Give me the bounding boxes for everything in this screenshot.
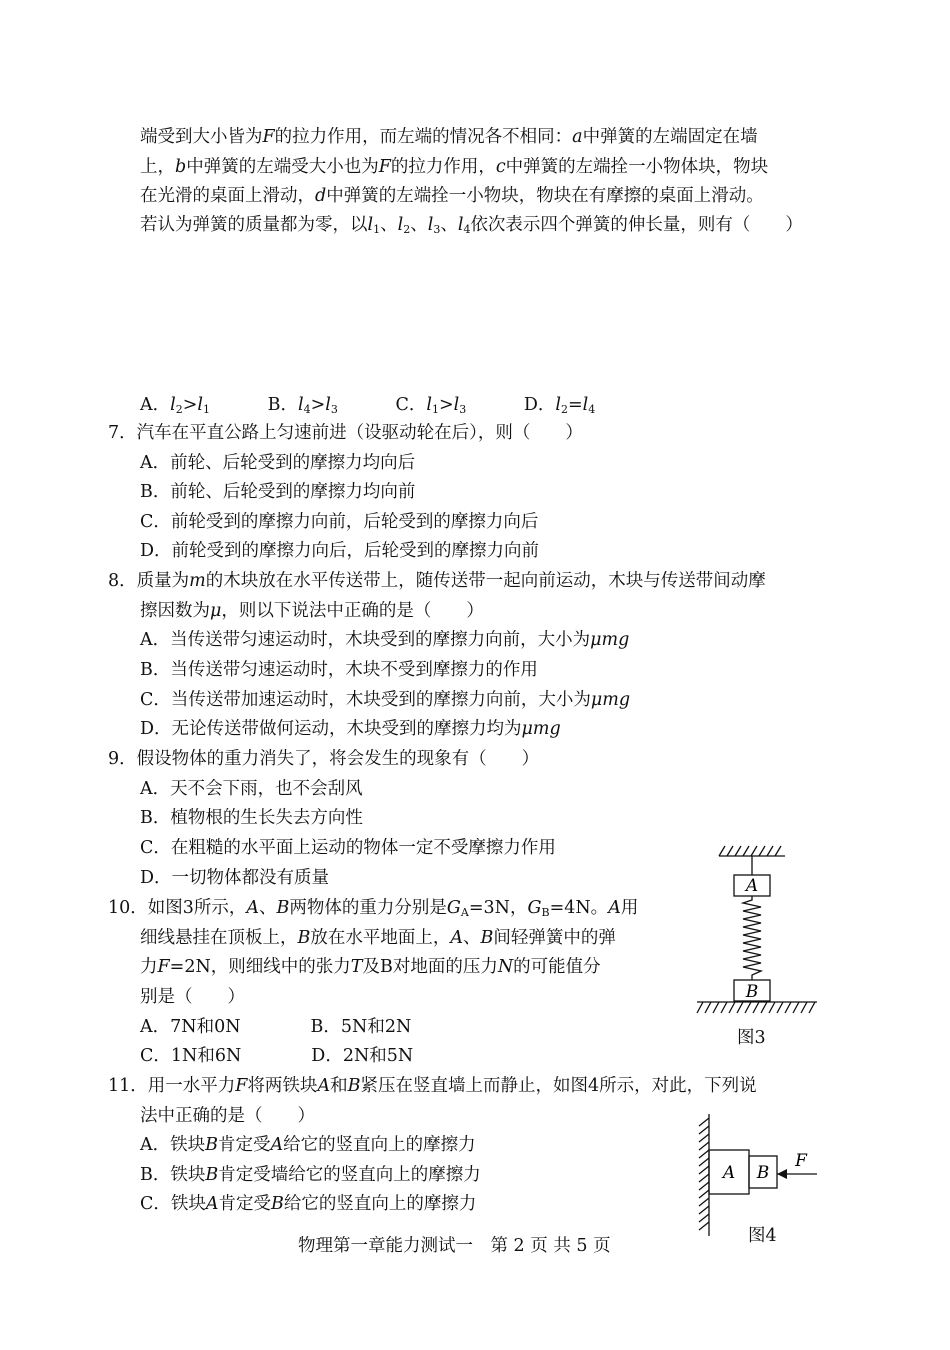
floor-hatch	[697, 1002, 815, 1013]
q7-option-d: D．前轮受到的摩擦力向后，后轮受到的摩擦力向前	[140, 541, 540, 561]
q11-option-c: C．铁块A肯定受B给它的竖直向上的摩擦力	[140, 1194, 477, 1214]
force-arrow-head	[777, 1169, 787, 1179]
q6-line-4: 若认为弹簧的质量都为零，以$l_1$、$l_2$、$l_3$、$l_4$依次表示四个弹簧的伸长量，则有（ ）	[140, 215, 803, 236]
q10-option-a: A．7N和0N	[140, 1017, 241, 1037]
q6-option-a: A．$l_2>l_1$	[140, 395, 211, 416]
figure-3-label-a: A	[745, 876, 759, 896]
q10-stem-line-2: 细线悬挂在顶板上，B放在水平地面上，A、B间轻弹簧中的弹	[140, 928, 616, 948]
q6-option-b: B．$l_4>l_3$	[267, 395, 338, 416]
q10-options-row-2	[140, 1044, 413, 1068]
q10-stem-line-1: 10．如图3所示，A、B两物体的重力分别是$G_A=3N$，$G_B=4N$。A用	[108, 898, 639, 919]
q7-option-b: B．前轮、后轮受到的摩擦力均向前	[140, 482, 416, 502]
figure-4-label-a: A	[722, 1163, 736, 1183]
q11-stem-line-2: 法中正确的是（ ）	[140, 1106, 315, 1126]
page-footer: 物理第一章能力测试一 第 2 页 共 5 页	[298, 1236, 611, 1256]
q10-stem-line-3: 力F=2N，则细线中的张力T及B对地面的压力N的可能值分	[140, 957, 601, 977]
q7-option-c: C．前轮受到的摩擦力向前，后轮受到的摩擦力向后	[140, 512, 539, 532]
figure-4-caption: 图4	[748, 1226, 777, 1246]
q10-option-b: B．5N和2N	[310, 1017, 412, 1037]
q7-option-a: A．前轮、后轮受到的摩擦力均向后	[140, 453, 416, 473]
q8-stem-line-2: 擦因数为μ，则以下说法中正确的是（ ）	[140, 601, 484, 621]
figure-4-diagram	[695, 1110, 835, 1240]
q10-stem-line-4: 别是（ ）	[140, 987, 245, 1007]
figure-3-diagram	[693, 842, 823, 1022]
q9-option-a: A．天不会下雨，也不会刮风	[140, 779, 363, 799]
q6-options	[140, 393, 595, 417]
q6-line-3: 在光滑的桌面上滑动，d中弹簧的左端拴一小物块，物块在有摩擦的桌面上滑动。	[140, 186, 764, 206]
q8-option-a: A．当传送带匀速运动时，木块受到的摩擦力向前，大小为μmg	[140, 630, 630, 650]
q7-stem: 7．汽车在平直公路上匀速前进（设驱动轮在后），则（ ）	[108, 423, 583, 443]
q8-option-d: D．无论传送带做何运动，木块受到的摩擦力均为μmg	[140, 719, 561, 739]
spring	[743, 896, 761, 980]
q8-option-b: B．当传送带匀速运动时，木块不受到摩擦力的作用	[140, 660, 538, 680]
q8-stem-line-1: 8．质量为m的木块放在水平传送带上，随传送带一起向前运动，木块与传送带间动摩	[108, 571, 766, 591]
wall-hatch	[699, 1118, 709, 1230]
figure-4-label-b: B	[756, 1163, 770, 1183]
q10-options-row-1	[140, 1015, 411, 1039]
figure-4-label-force: F	[795, 1151, 807, 1171]
q9-stem: 9．假设物体的重力消失了，将会发生的现象有（ ）	[108, 749, 540, 769]
figure-3-caption: 图3	[737, 1028, 766, 1048]
q11-stem-line-1: 11．用一水平力F将两铁块A和B紧压在竖直墙上而静止，如图4所示，对此，下列说	[108, 1076, 757, 1096]
q9-option-b: B．植物根的生长失去方向性	[140, 808, 363, 828]
q10-option-c: C．1N和6N	[140, 1046, 242, 1066]
ceiling-hatch	[719, 846, 781, 856]
q11-option-a: A．铁块B肯定受A给它的竖直向上的摩擦力	[140, 1135, 476, 1155]
q6-line-2: 上，b中弹簧的左端受大小也为F的拉力作用，c中弹簧的左端拴一小物体块，物块	[140, 157, 769, 177]
q9-option-d: D．一切物体都没有质量	[140, 868, 330, 888]
q9-option-c: C．在粗糙的水平面上运动的物体一定不受摩擦力作用	[140, 838, 556, 858]
q8-option-c: C．当传送带加速运动时，木块受到的摩擦力向前，大小为μmg	[140, 690, 631, 710]
figure-3-label-b: B	[745, 982, 759, 1002]
q6-line-1: 端受到大小皆为F的拉力作用，而左端的情况各不相同：a中弹簧的左端固定在墙	[140, 127, 758, 147]
q6-option-c: C．$l_1>l_3$	[395, 395, 467, 416]
q6-option-d: D．$l_2=l_4$	[523, 395, 596, 416]
q10-option-d: D．2N和5N	[311, 1046, 414, 1066]
q11-option-b: B．铁块B肯定受墙给它的竖直向上的摩擦力	[140, 1165, 481, 1185]
